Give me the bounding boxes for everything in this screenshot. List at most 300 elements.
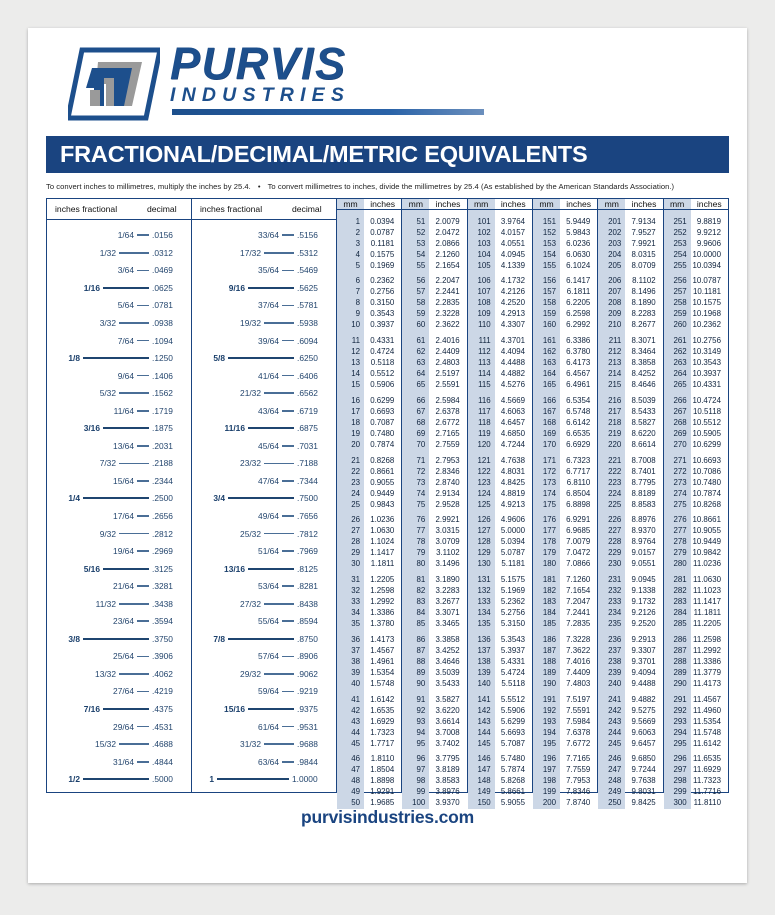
mm-cell: 93 [416, 716, 426, 726]
inches-cell: 5.8661 [500, 787, 525, 797]
inches-cell: 3.3858 [435, 634, 460, 644]
fraction-row [192, 630, 336, 648]
note-part-1: To convert inches to millimetres, multiply the inches by 25.4. [46, 182, 251, 191]
mm-rows [598, 210, 662, 809]
brand-wordmark [170, 40, 484, 115]
fraction-label: 3/4 [213, 493, 225, 504]
fraction-leader-line [137, 691, 149, 693]
fraction-leader-line [119, 533, 149, 535]
conversion-note [46, 182, 729, 191]
fraction-label: 31/64 [113, 756, 134, 767]
inches-cell: 6.6535 [566, 428, 591, 438]
decimal-value: .0469 [152, 265, 173, 276]
inches-cell: 11.7323 [693, 776, 721, 786]
inches-cell: 11.6535 [693, 754, 721, 764]
mm-cell: 121 [477, 455, 491, 465]
fraction-leader-line [119, 322, 149, 324]
mm-cell: 51 [416, 216, 426, 226]
fraction-label: 29/32 [240, 668, 261, 679]
mm-cell: 40 [351, 678, 360, 688]
fraction-leader-line [103, 287, 149, 289]
mm-cell: 74 [416, 488, 426, 498]
inches-cell: 3.4646 [435, 656, 460, 666]
inches-cell: 4.3701 [500, 336, 525, 346]
inches-cell: 9.1338 [631, 586, 656, 596]
mm-cell: 271 [673, 455, 687, 465]
inches-cell: 4.4488 [500, 358, 525, 368]
fraction-label: 59/64 [258, 686, 279, 697]
mm-cell: 217 [608, 406, 622, 416]
inches-cell: 9.8819 [696, 216, 721, 226]
mm-cell: 171 [542, 455, 556, 465]
decimal-value: .0781 [152, 300, 173, 311]
mm-cell: 262 [673, 347, 687, 357]
mm-cell: 100 [412, 798, 426, 808]
fraction-row [47, 770, 191, 788]
website-url[interactable]: purvisindustries.com [301, 807, 474, 827]
inches-cell: 3.1890 [435, 575, 460, 585]
inches-cell: 2.1654 [435, 260, 460, 270]
fraction-row [47, 455, 191, 473]
inches-cell: 3.5433 [435, 678, 460, 688]
mm-cell: 133 [477, 597, 491, 607]
inches-cell: 2.8740 [435, 477, 460, 487]
inches-cell: 4.1732 [500, 276, 525, 286]
inches-cell: 1.9291 [370, 787, 395, 797]
inches-cell: 9.4094 [631, 667, 656, 677]
inches-cell: 3.6220 [435, 705, 460, 715]
inches-cell: 2.5591 [435, 380, 460, 390]
fraction-row [47, 648, 191, 666]
mm-cell: 239 [608, 667, 622, 677]
inches-cell: 6.2205 [566, 298, 591, 308]
mm-cell: 151 [542, 216, 556, 226]
header-decimal: decimal [147, 203, 177, 214]
inches-cell: 2.4016 [435, 336, 460, 346]
fraction-column-header [47, 199, 191, 220]
inches-cell: 8.3464 [631, 347, 656, 357]
mm-cell: 196 [542, 754, 556, 764]
fraction-leader-line [282, 620, 294, 622]
inches-cell: 9.7244 [631, 765, 656, 775]
inches-cell: 11.2205 [693, 619, 721, 629]
decimal-value: .6250 [297, 353, 318, 364]
inches-cell: 8.8189 [631, 488, 656, 498]
mm-column-mm-51-100 [402, 199, 467, 808]
fraction-leader-line [137, 585, 149, 587]
fraction-leader-line [83, 638, 149, 640]
mm-cell: 35 [351, 619, 360, 629]
mm-cell: 203 [608, 238, 622, 248]
mm-cell: 113 [478, 358, 491, 368]
decimal-value: .1875 [152, 423, 173, 434]
mm-cell: 53 [416, 238, 426, 248]
inches-cell: 3.8976 [435, 787, 460, 797]
inches-cell: 2.6772 [435, 417, 460, 427]
fraction-label: 19/32 [240, 318, 261, 328]
inches-cell: 10.9842 [692, 548, 721, 558]
fraction-row [192, 349, 336, 367]
header-mm: mm [468, 199, 495, 209]
mm-cell: 46 [351, 754, 360, 764]
inches-cell: 0.3150 [370, 298, 395, 308]
fraction-label: 7/8 [213, 633, 225, 644]
inches-cell: 8.5827 [631, 417, 656, 427]
title-banner [46, 136, 729, 173]
inches-cell: 5.9843 [566, 227, 591, 237]
fraction-leader-line [119, 673, 149, 675]
inches-cell: 1.3780 [370, 619, 395, 629]
mm-cell: 4 [355, 249, 360, 259]
mm-cell: 190 [542, 678, 556, 688]
mm-cell: 62 [416, 347, 426, 357]
inches-cell: 2.7165 [435, 428, 460, 438]
inches-cell: 5.1181 [501, 559, 525, 569]
inches-cell: 6.8504 [566, 488, 591, 498]
inches-cell: 11.8110 [693, 798, 721, 808]
mm-cell: 38 [351, 656, 360, 666]
mm-cell: 221 [608, 455, 622, 465]
fraction-row [192, 507, 336, 525]
fraction-leader-line [228, 497, 294, 499]
inches-cell: 4.8031 [500, 466, 525, 476]
inches-cell: 1.9685 [370, 798, 395, 808]
fraction-row [192, 332, 336, 350]
inches-cell: 3.9764 [500, 216, 525, 226]
mm-cell: 226 [608, 515, 622, 525]
mm-cell: 82 [416, 586, 426, 596]
inches-cell: 1.8898 [370, 776, 395, 786]
mm-cell: 174 [542, 488, 556, 498]
inches-cell: 7.7559 [566, 765, 591, 775]
inches-cell: 8.1890 [631, 298, 656, 308]
inches-cell: 8.3858 [631, 358, 656, 368]
inches-cell: 1.1024 [370, 537, 395, 547]
mm-cell: 155 [542, 260, 556, 270]
mm-cell: 135 [477, 619, 491, 629]
inches-cell: 9.5275 [631, 705, 656, 715]
fraction-leader-line [264, 322, 294, 324]
decimal-value: .8438 [297, 598, 318, 609]
mm-cell: 291 [673, 694, 687, 704]
inches-cell: 10.2362 [692, 320, 721, 330]
mm-cell: 288 [673, 656, 687, 666]
inches-cell: 10.6693 [692, 455, 721, 465]
inches-cell: 5.0000 [500, 526, 525, 536]
inches-cell: 6.9291 [566, 515, 591, 525]
inches-cell: 1.4961 [370, 656, 395, 666]
mm-cell: 272 [673, 466, 687, 476]
mm-cell: 52 [416, 227, 426, 237]
inches-cell: 1.4567 [370, 645, 395, 655]
mm-cell: 201 [608, 216, 622, 226]
fraction-label: 9/32 [99, 528, 116, 539]
fraction-row [47, 472, 191, 490]
fraction-leader-line [282, 270, 294, 272]
chart-page [28, 28, 747, 883]
inches-cell: 10.2756 [692, 336, 721, 346]
inches-cell: 10.1575 [692, 298, 721, 308]
header-inches: inches [631, 199, 657, 209]
decimal-value: .3594 [152, 616, 173, 627]
mm-cell: 141 [477, 694, 491, 704]
mm-cell: 87 [416, 645, 426, 655]
mm-cell: 183 [542, 597, 556, 607]
mm-cell: 284 [673, 608, 687, 618]
decimal-value: .4844 [152, 756, 173, 767]
decimal-value: .3125 [152, 563, 173, 574]
decimal-value: .1250 [152, 353, 173, 364]
mm-cell: 8 [355, 298, 360, 308]
fraction-label: 17/32 [240, 247, 261, 258]
fraction-label: 11/16 [224, 423, 245, 434]
mm-cell: 249 [608, 787, 622, 797]
mm-column-header [402, 199, 466, 210]
mm-rows [468, 210, 532, 809]
decimal-value: .1719 [152, 405, 173, 416]
mm-cell: 48 [351, 776, 360, 786]
mm-cell: 160 [542, 320, 556, 330]
fraction-label: 49/64 [258, 511, 279, 522]
fraction-row [47, 244, 191, 262]
brand-name-secondary: INDUSTRIES [170, 84, 351, 107]
decimal-value: .0625 [152, 282, 173, 293]
inches-cell: 3.0709 [435, 537, 460, 547]
inches-cell: 7.4803 [566, 678, 591, 688]
mm-cell: 83 [416, 597, 426, 607]
inches-cell: 9.9606 [696, 238, 721, 248]
mm-cell: 119 [478, 428, 491, 438]
inches-cell: 10.0394 [692, 260, 721, 270]
decimal-value: .7188 [297, 458, 318, 469]
inches-cell: 6.1417 [566, 276, 591, 286]
fraction-row [47, 262, 191, 280]
inches-cell: 0.3543 [370, 309, 395, 319]
mm-cell: 134 [477, 608, 491, 618]
inches-cell: 3.8189 [435, 765, 460, 775]
inches-cell: 0.0787 [370, 227, 395, 237]
inches-cell: 8.2677 [631, 320, 656, 330]
inches-cell: 10.8268 [692, 499, 721, 509]
inches-cell: 6.5748 [566, 406, 591, 416]
mm-cell: 101 [477, 216, 491, 226]
mm-cell: 206 [608, 276, 622, 286]
mm-cell: 71 [416, 455, 426, 465]
inches-cell: 1.5748 [370, 678, 395, 688]
mm-cell: 25 [351, 499, 360, 509]
inches-cell: 7.3622 [566, 645, 591, 655]
fraction-row [192, 648, 336, 666]
mm-cell: 164 [542, 369, 556, 379]
mm-column-mm-251-300 [664, 199, 728, 808]
decimal-value: .3906 [152, 651, 173, 662]
fraction-row [47, 332, 191, 350]
inches-cell: 4.0157 [500, 227, 525, 237]
fraction-label: 1 [209, 774, 214, 785]
fraction-label: 25/64 [113, 651, 134, 662]
inches-cell: 5.4331 [500, 656, 525, 666]
fraction-row [47, 595, 191, 613]
fraction-leader-line [282, 480, 294, 482]
fraction-leader-line [282, 305, 294, 307]
mm-cell: 292 [673, 705, 687, 715]
inches-cell: 11.3779 [693, 667, 721, 677]
mm-cell: 191 [542, 694, 556, 704]
decimal-value: .7031 [297, 440, 318, 451]
mm-cell: 270 [673, 439, 687, 449]
decimal-value: .8594 [297, 616, 318, 627]
mm-cell: 209 [608, 309, 622, 319]
fraction-row [192, 542, 336, 560]
fraction-leader-line [282, 550, 294, 552]
fraction-row [192, 718, 336, 736]
fraction-label: 57/64 [258, 651, 279, 662]
inches-cell: 6.5354 [566, 395, 591, 405]
inches-cell: 3.0315 [435, 526, 460, 536]
mm-rows [337, 210, 401, 809]
fraction-label: 27/32 [240, 598, 261, 609]
inches-cell: 11.1811 [693, 608, 721, 618]
inches-cell: 10.9055 [692, 526, 721, 536]
decimal-value: .8281 [297, 581, 318, 592]
inches-cell: 9.6457 [631, 738, 656, 748]
fraction-label: 3/32 [99, 318, 116, 328]
mm-cell: 124 [477, 488, 491, 498]
mm-cell: 27 [351, 526, 360, 536]
inches-cell: 4.9606 [500, 515, 525, 525]
decimal-value: .5312 [297, 247, 318, 258]
fraction-label: 3/64 [117, 265, 134, 276]
decimal-value: .8750 [297, 633, 318, 644]
mm-cell: 287 [673, 645, 687, 655]
mm-cell: 122 [477, 466, 491, 476]
fraction-label: 13/32 [95, 668, 116, 679]
inches-cell: 1.8504 [370, 765, 395, 775]
inches-cell: 2.9134 [435, 488, 460, 498]
fraction-label: 27/64 [113, 686, 134, 697]
inches-cell: 9.9212 [696, 227, 721, 237]
inches-cell: 2.2441 [435, 287, 460, 297]
decimal-value: .5469 [297, 265, 318, 276]
fraction-label: 39/64 [258, 335, 279, 346]
inches-cell: 4.0551 [500, 238, 525, 248]
inches-cell: 6.8898 [566, 499, 591, 509]
fraction-label: 9/16 [228, 282, 245, 293]
inches-cell: 5.7874 [500, 765, 525, 775]
fraction-row [192, 384, 336, 402]
mm-cell: 50 [351, 798, 360, 808]
mm-cell: 103 [477, 238, 491, 248]
inches-cell: 5.7480 [500, 754, 525, 764]
inches-cell: 9.8425 [631, 798, 656, 808]
decimal-value: .5000 [152, 774, 173, 785]
mm-cell: 246 [608, 754, 622, 764]
inches-cell: 6.3780 [566, 347, 591, 357]
inches-cell: 5.0787 [500, 548, 525, 558]
mm-cell: 193 [542, 716, 556, 726]
inches-cell: 0.0394 [370, 216, 395, 226]
inches-cell: 5.2362 [500, 597, 525, 607]
mm-cell: 64 [416, 369, 426, 379]
mm-cell: 269 [673, 428, 687, 438]
note-bullet: • [257, 182, 261, 191]
mm-cell: 139 [477, 667, 491, 677]
inches-cell: 5.5118 [501, 678, 525, 688]
mm-cell: 161 [542, 336, 556, 346]
fraction-leader-line [137, 234, 149, 236]
mm-cell: 215 [608, 380, 622, 390]
mm-cell: 267 [673, 406, 687, 416]
decimal-value: .8906 [297, 651, 318, 662]
mm-cell: 234 [608, 608, 622, 618]
inches-cell: 3.1496 [435, 559, 460, 569]
inches-cell: 9.6850 [631, 754, 656, 764]
inches-cell: 7.2047 [566, 597, 591, 607]
inches-cell: 0.6299 [370, 395, 395, 405]
inches-cell: 3.5039 [435, 667, 460, 677]
fraction-row [47, 683, 191, 701]
fraction-label: 7/32 [99, 458, 116, 469]
page-footer [28, 807, 747, 828]
mm-cell: 70 [416, 439, 426, 449]
fraction-leader-line [119, 603, 149, 605]
fraction-row [47, 437, 191, 455]
mm-cell: 13 [351, 358, 360, 368]
mm-cell: 24 [351, 488, 360, 498]
fraction-rows [192, 220, 336, 793]
decimal-value: .9531 [297, 721, 318, 732]
mm-cell: 146 [477, 754, 491, 764]
mm-cell: 84 [416, 608, 426, 618]
mm-cell: 189 [542, 667, 556, 677]
inches-cell: 7.2835 [566, 619, 591, 629]
mm-cell: 235 [608, 619, 622, 629]
inches-cell: 5.8268 [500, 776, 525, 786]
mm-cell: 216 [608, 395, 622, 405]
fraction-column-second-half [192, 199, 337, 792]
fraction-label: 5/32 [99, 388, 116, 399]
fraction-label: 15/32 [95, 739, 116, 750]
mm-cell: 32 [351, 586, 360, 596]
note-part-2: To convert millimetres to inches, divide the millimetres by 25.4 (As established by the American Standards Association.) [267, 182, 675, 191]
fraction-leader-line [264, 252, 294, 254]
inches-cell: 9.4882 [631, 694, 656, 704]
inches-cell: 3.7402 [435, 738, 460, 748]
inches-cell: 10.1181 [693, 287, 721, 297]
fraction-row [47, 402, 191, 420]
decimal-value: .4531 [152, 721, 173, 732]
inches-cell: 4.4094 [500, 347, 525, 357]
mm-cell: 104 [477, 249, 491, 259]
mm-cell: 77 [416, 526, 426, 536]
mm-cell: 136 [477, 634, 491, 644]
fraction-leader-line [282, 340, 294, 342]
inches-cell: 5.9055 [500, 798, 525, 808]
fraction-row [47, 542, 191, 560]
mm-cell: 167 [542, 406, 556, 416]
mm-cell: 177 [542, 526, 556, 536]
mm-cell: 85 [416, 619, 426, 629]
mm-cell: 175 [542, 499, 556, 509]
inches-cell: 5.1575 [500, 575, 525, 585]
mm-cell: 252 [673, 227, 687, 237]
fraction-leader-line [248, 708, 294, 710]
mm-cell: 57 [416, 287, 426, 297]
fraction-label: 33/64 [258, 230, 279, 241]
inches-cell: 11.4173 [693, 678, 721, 688]
mm-cell: 263 [673, 358, 687, 368]
inches-cell: 6.8110 [566, 477, 591, 487]
